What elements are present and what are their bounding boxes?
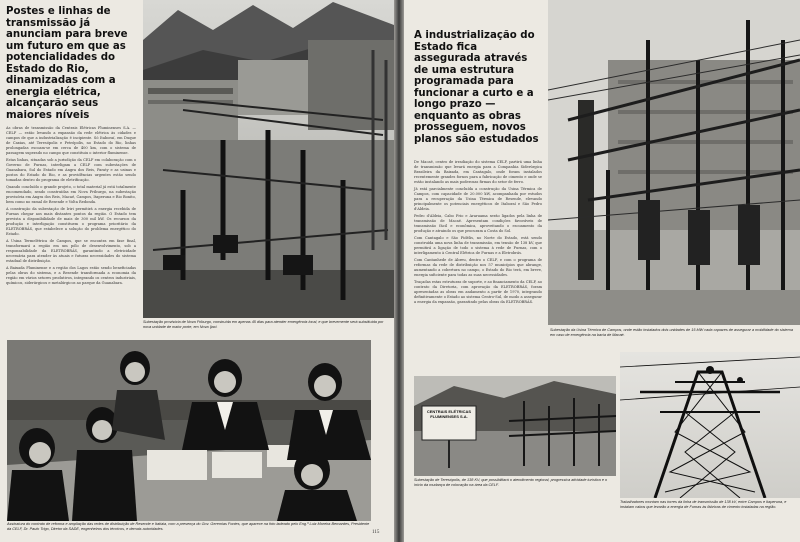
substation-photo-caption: Subestação provisória de Nova Friburgo, construída em apenas 45 dias para atender emergência local, e que brevemente será substituída por nova unidade de maior porte, em Nova Ijaci.: [143, 320, 384, 330]
left-body-text: [6, 126, 136, 374]
paragraph: De Macaé, centro de irradiação do sistema CELF, partirá uma linha de transmissão que levará energia para a Companhia Siderúrgica Brasileira da Baixada, em Cantagalo, onde foram instalados recentemente grandes fornos para a fabricação de cimento e onde se estão instalando as mais poderosas firmas do setor de ferro.: [414, 160, 542, 184]
page-number: 115: [372, 530, 380, 535]
paragraph: Traçadas estas estruturas de suporte, e ao financiamento da CELF, ao contrato da Diretoria, com aprovação da ELETROBRÁS, foram apresentadas as obras em andamento a partir de 1970, integrando definitivamente o Estado ao sistema Centro-Sul, de modo a assegurar a energia da expansão, garantindo pelas obras da ELETROBRÁS.: [414, 280, 542, 304]
tower-photo-caption: Trabalhadores montam nas torres da linha de transmissão de 138 kV, entre Campos e Itaperuna, e instalam cabos que levarão a energia de Furnas às fábricas de cimento instaladas na região.: [620, 500, 787, 510]
campos-substation-photo: [548, 0, 800, 325]
paragraph: Já está parcialmente concluída a construção da Usina Térmica de Campos, com capacidade de 20.000 kW, acompanhada por estudos para a recuperação da Usina Térmica de Resende, elevando principalmente os potenciais energéticos de Itaboraí e São Pedro d'Aldeia.: [414, 187, 542, 211]
paragraph: Estas linhas, situadas sob a jurisdição da CELF em colaboração com o Governo de Furnas, interligam a CELF com subestações de Guanabara, Sul do Estado em Angra dos Reis, Paraty e as usinas e postos do Estado do Rio, e as providências urgentes estão sendo tomadas dentro do programa de eletrificação.: [6, 158, 136, 182]
teresopolis-photo-caption: Subestação de Teresópolis, de 138 KV, que possibilitará o atendimento regional, progressiva atividade turística e o início da mudança de colocação na área da CELF.: [414, 478, 608, 488]
paragraph: A Usina Termelétrica de Campos, que se encontra em fase final, transformará a região em um pólo de desenvolvimento, sob a responsabilidade da ELETROBRÁS, garantindo a eletricidade necessária para atender às atuais e futuras necessidades do sistema estadual de distribuição.: [6, 239, 136, 263]
substation-nova-friburgo-photo: [143, 0, 394, 318]
left-page: [0, 0, 394, 542]
paragraph: Com Cantagalo e São Fidélis, no Norte do Estado, está sendo construída uma nova linha de transmissão, em tensão de 138 kV, que permitirá a ligação de todo o sistema à rede de Furnas, com o interligamento à Central Elétrica de Furnas e a Eletrobrás.: [414, 236, 542, 255]
teresopolis-substation-photo: [414, 376, 616, 476]
right-body-text: [414, 160, 542, 375]
contract-photo-caption: Assinatura do contrato de reforma e ampliação das redes de distribuição de Resende e Itatiaia, com a presença do Gov. Geremias Fontes, que aparece na foto ladeado pelo Eng.º Luiz Moreira Bernardes, Presidente da CELF, Dr. Paulo Trigo, Diretor da SADE, engenheiros dos técnicos, e demais autoridades.: [7, 522, 370, 532]
celf-sign-text: CENTRAIS ELÉTRICAS FLUMINENSES S.A.: [426, 409, 472, 419]
paragraph: As obras de transmissão da Centrais Elétricas Fluminenses S.A. — CELF — estão levando a expansão da rede elétrica às cidades e campos de que a industrialização é incipiente. Só Itaboraí, em Duque de Caxias, até Teresópolis e Petrópolis, no Estado do Rio, linhas prolongadas escoam-se em cerca de 400 km, com o sistema de passagem superado no campo que constituiu o interior fluminense.: [6, 126, 136, 155]
paragraph: Pedro d'Aldeia, Cabo Frio e Araruama serão ligados pela linha de transmissão de Macaé. Apresentam condições favoráveis de transmissão fácil e econômica, aproveitando o escoamento da produção e atraindo os que procuram a Costa do Sol.: [414, 214, 542, 233]
right-page: [404, 0, 800, 542]
paragraph: Com Cantanhede de Abreu, dentro o CELF, e com o programa de reformas da rede de distribuição nos 57 municípios que abrange, aumentando a cobertura no campo, o Estado do Rio terá, em breve, energia suficiente para todas as suas necessidades.: [414, 258, 542, 277]
paragraph: Quando concluído o grande projeto, o total material já está totalmente encomendado, sendo construídas em Nova Friburgo, na subestação provisória em Angra dos Reis, Macaé, Campos, Itaperuna e Rio Bonito, bem como no ramal de Resende e Volta Redonda.: [6, 185, 136, 204]
contract-signing-photo: [7, 340, 371, 521]
left-headline: Postes e linhas de transmissão já anunciam para breve um futuro em que as potencialidades do Estado do Rio, dinamizadas com a energia elétrica, alcançarão seus maiores níveis: [6, 6, 128, 121]
transmission-tower-photo: [620, 352, 800, 498]
right-headline: A industrialização do Estado fica assegurada através de uma estrutura programada para funcionar a curto e a longo prazo — enquanto as obras prosseguem, novos planos são estudados: [414, 30, 539, 145]
page-gutter: [394, 0, 404, 542]
paragraph: A construção da subestação de Iriri permitirá a energia recebida de Furnas chegar aos mais distantes pontos da região. O Estado tem prevista a disponibilidade de mais de 300 mil kW. Os recursos da produção e interligação constituem o programa prioritário da ELETROBRÁS, que estabelece a solução do problema energético do Estado.: [6, 207, 136, 236]
campos-photo-caption: Subestação da Usina Térmica de Campos, onde estão instalados dois unidades de 15 MW cada capazes de assegurar a mobilidade do sistema em caso de emergência na bacia de Macaé.: [550, 328, 793, 338]
paragraph: A Baixada Fluminense e a região dos Lagos estão sendo beneficiadas pelas obras do sistema, e a Resende transformada a economia da região em vários setores produtivos, integrando os centros industriais, químicos, siderúrgicos e metalúrgicos ao parque da Guanabara.: [6, 266, 136, 285]
